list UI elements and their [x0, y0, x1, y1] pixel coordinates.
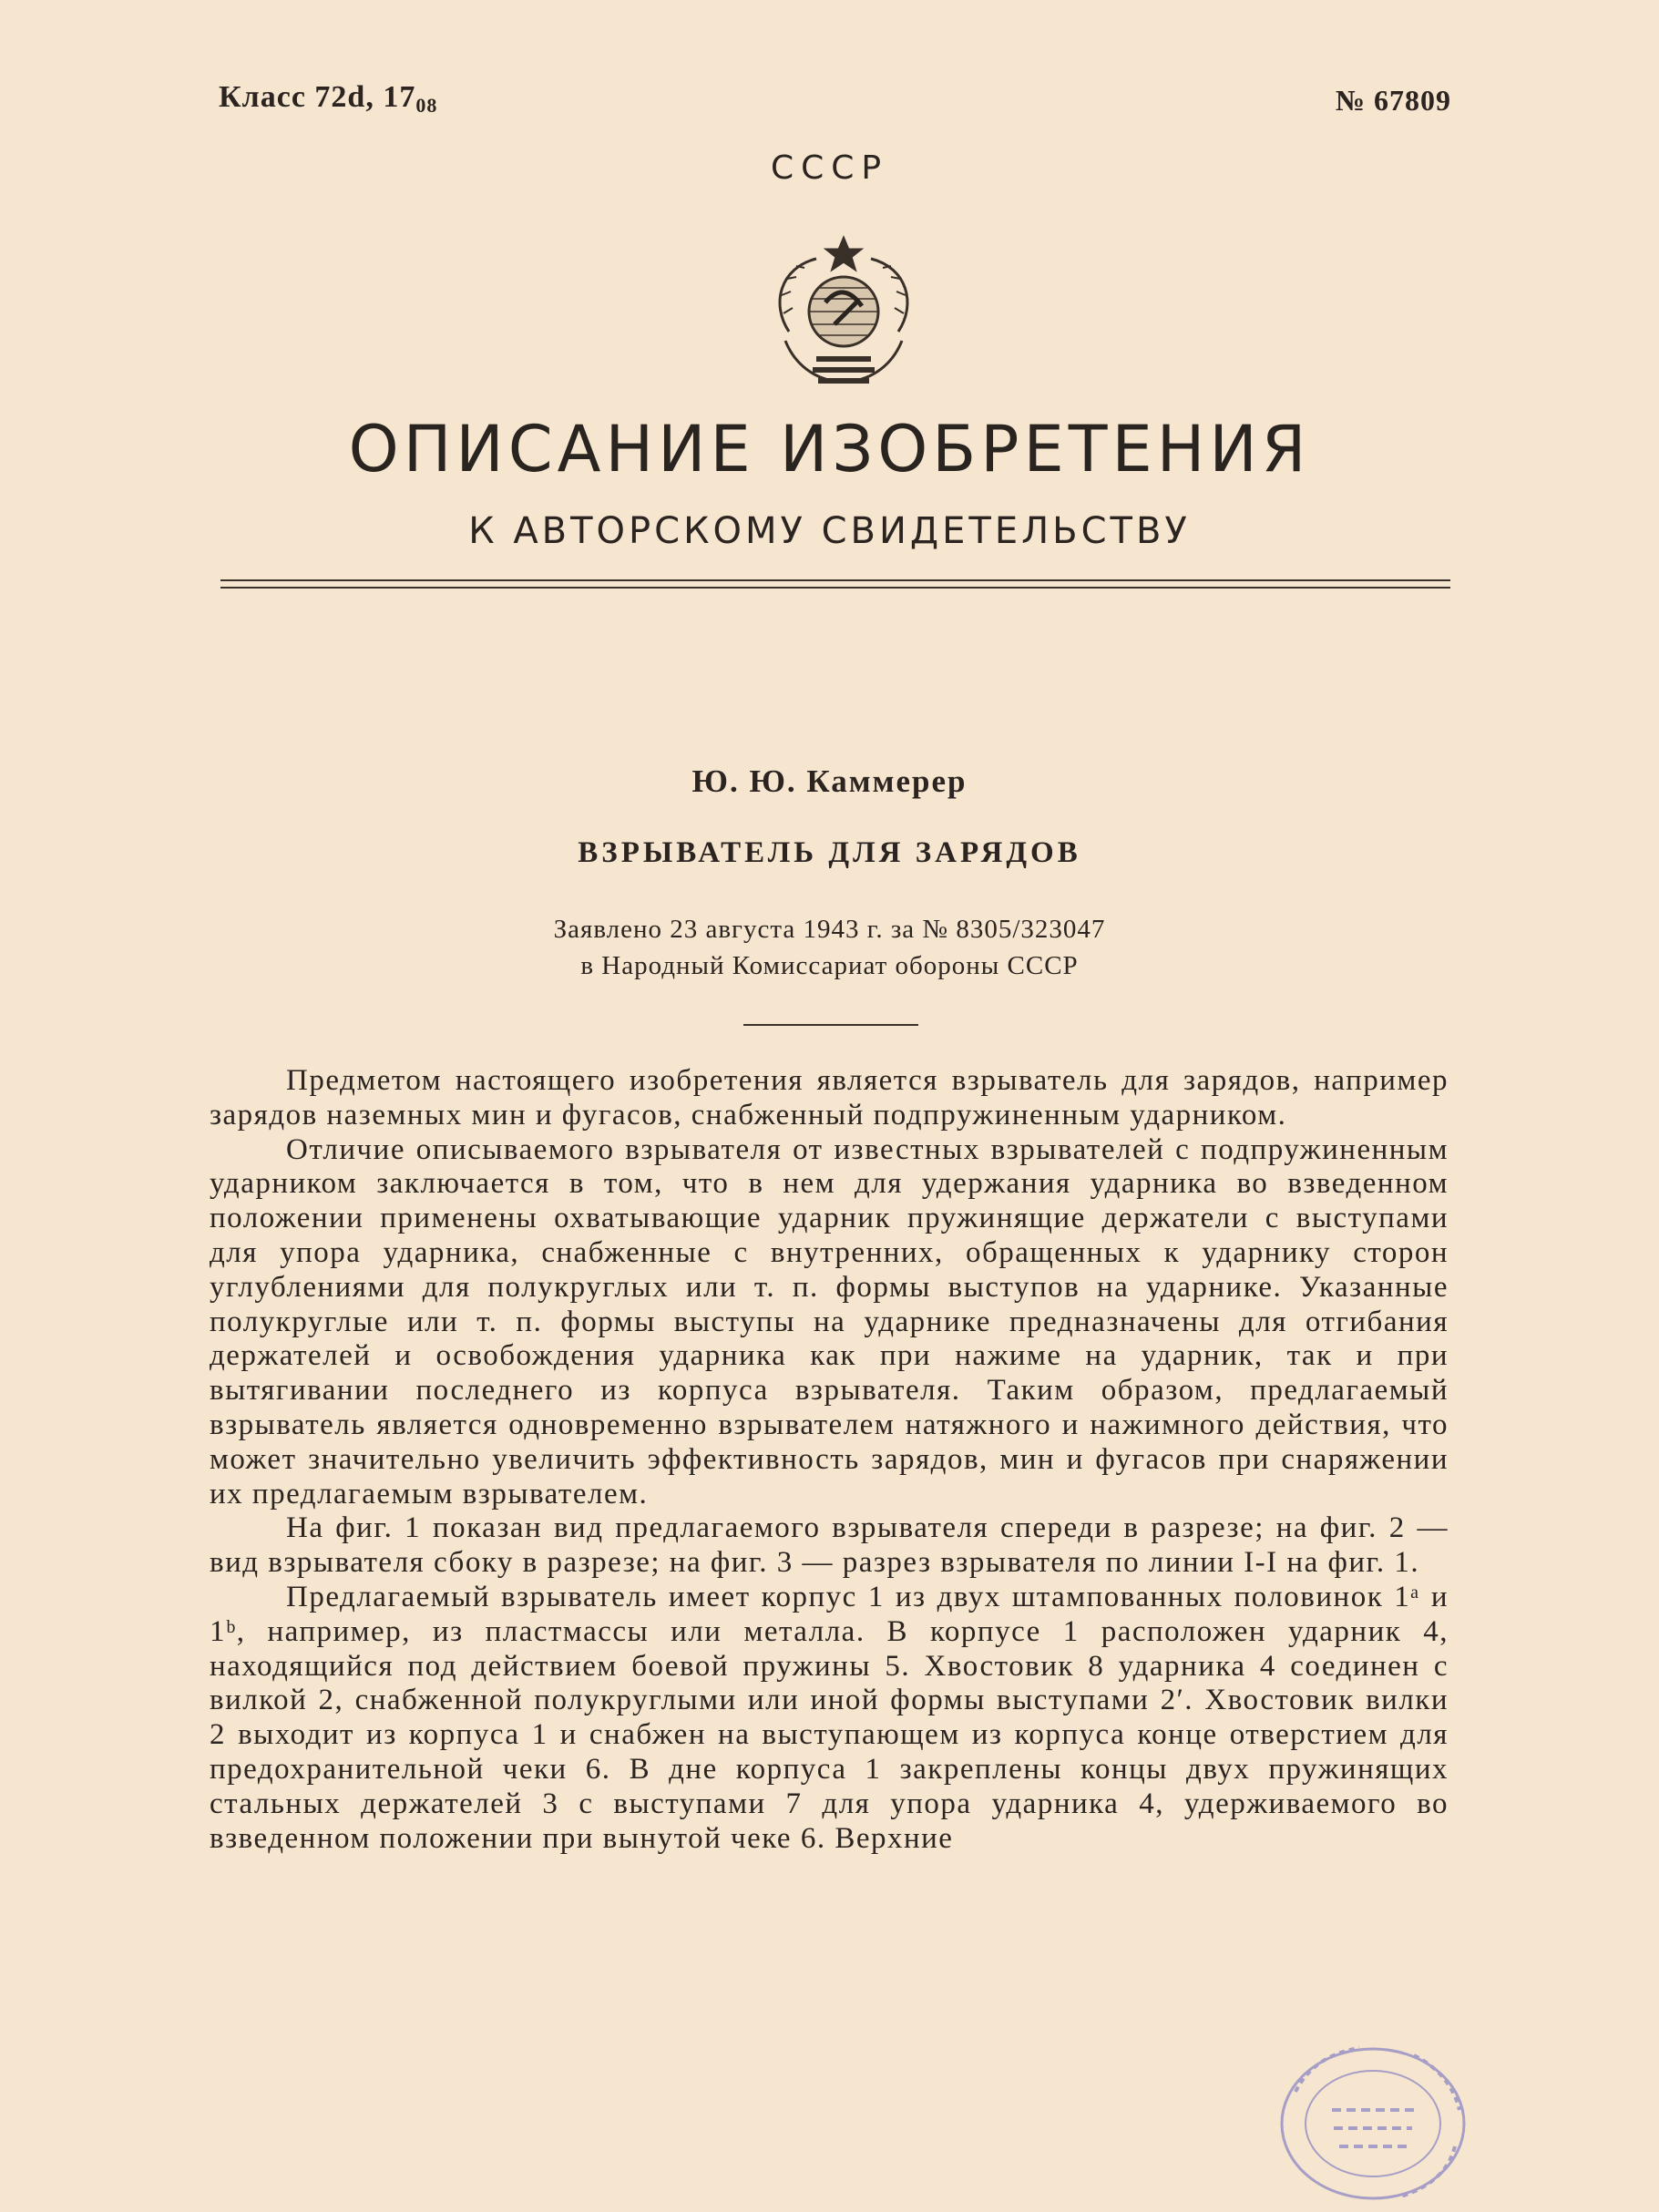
patent-number: № 67809 [1335, 84, 1451, 117]
paragraph: На фиг. 1 показан вид предлагаемого взрывателя спереди в разрезе; на фиг. 2 — вид взрывателя сбоку в разрезе; на фиг. 3 — разрез взрывателя по линии I-I на фиг. 1. [210, 1511, 1449, 1580]
class-label [219, 80, 437, 118]
invention-title: ВЗРЫВАТЕЛЬ ДЛЯ ЗАРЯДОВ [578, 836, 1081, 869]
paragraph: Предметом настоящего изобретения является взрыватель для зарядов, например зарядов наземных мин и фугасов, снабженный подпружиненным ударником. [210, 1064, 1449, 1132]
filing-line-1: Заявлено 23 августа 1943 г. за № 8305/323047 [553, 915, 1106, 944]
paragraph: Предлагаемый взрыватель имеет корпус 1 из двух штампованных половинок 1ᵃ и 1ᵇ, например, из пластмассы или металла. В корпусе 1 расположен ударник 4, находящийся под действием боевой пружины 5. Хвостовик 8 ударника 4 соединен с вилкой 2, снабженной полукруглыми или иной формы выступами 2′. Хвостовик вилки 2 выходит из корпуса 1 и снабжен на выступающем из корпуса конце отверстием для предохранительной чеки 6. В дне корпуса 1 закреплены концы двух пружинящих стальных держателей 3 с выступами 7 для упора ударника 4, удерживаемого во взведенном положении при вынутой чеке 6. Верхние [210, 1580, 1449, 1855]
library-stamp-icon [1268, 2037, 1478, 2210]
filing-line-2: в Народный Комиссариат обороны СССР [580, 951, 1079, 980]
section-divider [743, 1024, 918, 1026]
header-divider [220, 579, 1450, 589]
document-title: ОПИСАНИЕ ИЗОБРЕТЕНИЯ [348, 412, 1311, 486]
paragraph: Отличие описываемого взрывателя от известных взрывателей с подпружиненным ударником заключается в том, что в нем для удержания ударника во взведенном положении применены охватывающие ударник пружинящие держатели с выступами для упора ударника, снабженные с внутренних, обращенных к ударнику сторон углублениями для полукруглых или т. п. формы выступов на ударнике. Указанные полукруглые или т. п. формы выступы на ударнике предназначены для отгибания держателей и освобождения ударника как при нажиме на ударник, так и при вытягивании последнего из корпуса взрывателя. Таким образом, предлагаемый взрыватель является одновременно взрывателем натяжного и нажимного действия, что может значительно увеличить эффективность зарядов, мин и фугасов при снаряжении их предлагаемым взрывателем. [210, 1132, 1449, 1511]
state-emblem-icon [753, 222, 935, 405]
class-label-text: Класс 72d, 17 [219, 80, 416, 114]
filing-info [0, 911, 1659, 984]
author-name: Ю. Ю. Каммерер [691, 763, 968, 799]
class-subscript: 08 [415, 94, 438, 117]
description-body [210, 1064, 1449, 1856]
country-label: СССР [770, 149, 889, 187]
document-subtitle: К АВТОРСКОМУ СВИДЕТЕЛЬСТВУ [468, 510, 1191, 552]
